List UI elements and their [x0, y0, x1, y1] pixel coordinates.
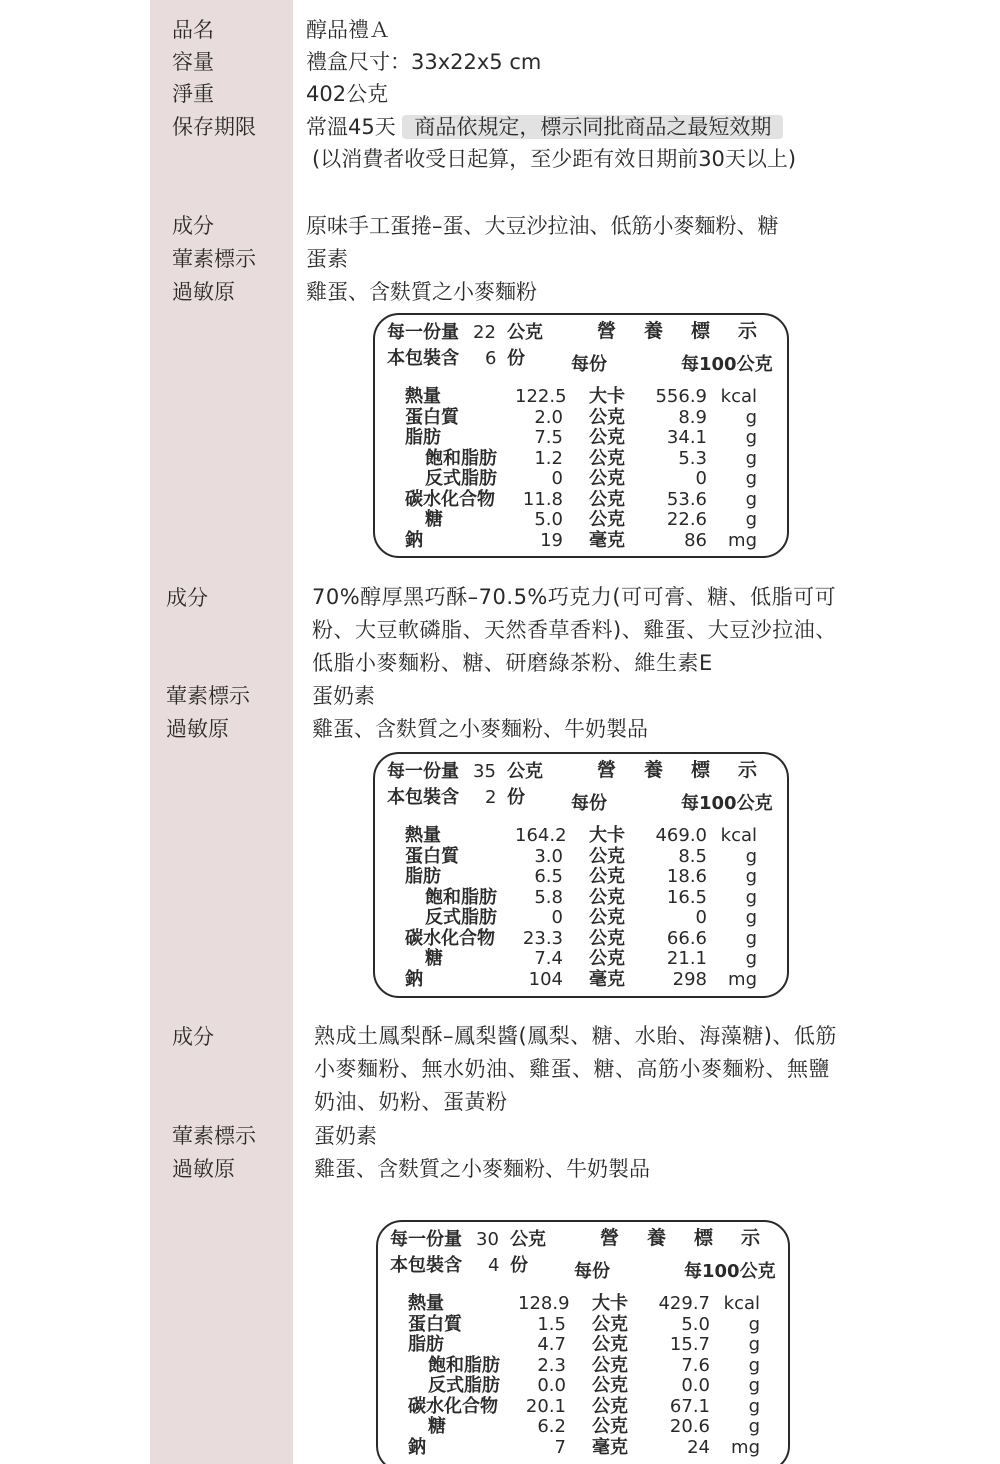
nutrient-name: 熱量 — [405, 825, 441, 846]
nutrient-unit-per-serving: 公克 — [589, 846, 625, 867]
nutrient-unit-per-serving: 公克 — [589, 907, 625, 928]
nutrient-name: 飽和脂肪 — [425, 887, 497, 908]
nutrient-value-per-100g: 298 — [672, 969, 707, 990]
nutrient-value-per-100g: 86 — [684, 530, 707, 551]
label-allergen: 過敏原 — [166, 717, 229, 741]
allergen-value: 雞蛋、含麩質之小麥麵粉 — [306, 280, 537, 304]
nutrient-value-per-serving: 7.4 — [534, 948, 563, 969]
nutrient-unit-per-serving: 公克 — [592, 1396, 628, 1417]
servings-per-package-unit: 份 — [507, 348, 525, 369]
nutrient-unit-per-100g: g — [745, 928, 757, 949]
nutrient-value-per-100g: 22.6 — [666, 509, 707, 530]
veg-value: 蛋奶素 — [312, 684, 375, 708]
nutrient-name: 脂肪 — [405, 866, 441, 887]
nutrition-title: 營養標示 — [597, 759, 786, 781]
nutrient-value-per-100g: 15.7 — [669, 1334, 710, 1355]
column-header-per-serving: 每份 — [571, 793, 607, 814]
nutrient-name: 蛋白質 — [405, 407, 459, 428]
net-weight-value: 402公克 — [306, 82, 389, 106]
nutrient-value-per-100g: 7.6 — [681, 1355, 710, 1376]
nutrient-name: 熱量 — [405, 386, 441, 407]
nutrient-value-per-serving: 6.5 — [534, 866, 563, 887]
nutrient-unit-per-100g: mg — [728, 530, 757, 551]
product-name: 醇品禮Ａ — [306, 18, 390, 42]
nutrient-unit-per-100g: g — [748, 1355, 760, 1376]
nutrient-value-per-serving: 1.5 — [537, 1314, 566, 1335]
nutrient-name: 鈉 — [405, 530, 423, 551]
nutrient-unit-per-100g: g — [745, 448, 757, 469]
nutrient-value-per-serving: 7 — [554, 1437, 566, 1458]
column-header-per-100g: 每100公克 — [684, 1261, 776, 1282]
column-header-per-100g: 每100公克 — [681, 354, 773, 375]
nutrient-value-per-100g: 556.9 — [655, 386, 707, 407]
serving-size-unit: 公克 — [510, 1229, 546, 1250]
ingredients-text: 70%醇厚黑巧酥–70.5%巧克力(可可膏、糖、低脂可可粉、大豆軟磷脂、天然香草香料)、雞蛋、大豆沙拉油、低脂小麥麵粉、糖、研磨綠茶粉、維生素E — [312, 585, 837, 675]
nutrition-title: 營養標示 — [600, 1227, 789, 1249]
label-ingredients: 成分 — [172, 1025, 214, 1049]
servings-per-package-unit: 份 — [510, 1255, 528, 1276]
label-product-name: 品名 — [172, 18, 214, 42]
nutrient-value-per-serving: 128.9 — [518, 1293, 570, 1314]
serving-size-value: 22 — [473, 322, 496, 343]
nutrient-value-per-serving: 0.0 — [537, 1375, 566, 1396]
nutrient-value-per-100g: 0.0 — [681, 1375, 710, 1396]
nutrient-name: 鈉 — [405, 969, 423, 990]
nutrient-name: 飽和脂肪 — [428, 1355, 500, 1376]
nutrient-unit-per-serving: 公克 — [589, 948, 625, 969]
nutrient-value-per-100g: 0 — [695, 468, 707, 489]
nutrient-value-per-100g: 21.1 — [666, 948, 707, 969]
nutrient-name: 熱量 — [408, 1293, 444, 1314]
nutrient-value-per-serving: 2.3 — [537, 1355, 566, 1376]
nutrient-unit-per-serving: 公克 — [592, 1416, 628, 1437]
servings-per-package-unit: 份 — [507, 787, 525, 808]
nutrient-unit-per-100g: g — [745, 509, 757, 530]
label-allergen: 過敏原 — [172, 1157, 235, 1181]
nutrient-value-per-serving: 104 — [528, 969, 563, 990]
nutrition-label — [376, 1220, 790, 1464]
ingredients-text: 原味手工蛋捲–蛋、大豆沙拉油、低筋小麥麵粉、糖 — [306, 214, 779, 238]
servings-per-package-label: 本包裝含 — [390, 1255, 462, 1276]
nutrient-value-per-100g: 18.6 — [666, 866, 707, 887]
label-capacity: 容量 — [172, 50, 214, 74]
nutrient-unit-per-serving: 公克 — [589, 887, 625, 908]
nutrient-value-per-serving: 1.2 — [534, 448, 563, 469]
serving-size-label: 每一份量 — [387, 761, 459, 782]
nutrient-name: 脂肪 — [408, 1334, 444, 1355]
nutrient-name: 反式脂肪 — [425, 907, 497, 928]
nutrient-value-per-serving: 3.0 — [534, 846, 563, 867]
nutrient-name: 反式脂肪 — [428, 1375, 500, 1396]
nutrient-name: 糖 — [425, 509, 443, 530]
nutrient-unit-per-100g: g — [745, 948, 757, 969]
nutrient-unit-per-serving: 公克 — [589, 427, 625, 448]
nutrient-value-per-100g: 24 — [687, 1437, 710, 1458]
nutrient-value-per-serving: 4.7 — [537, 1334, 566, 1355]
nutrient-value-per-serving: 5.0 — [534, 509, 563, 530]
nutrient-value-per-100g: 469.0 — [655, 825, 707, 846]
nutrient-value-per-serving: 122.5 — [515, 386, 567, 407]
nutrient-unit-per-100g: g — [745, 846, 757, 867]
nutrient-name: 反式脂肪 — [425, 468, 497, 489]
label-veg: 葷素標示 — [172, 247, 256, 271]
nutrient-unit-per-serving: 公克 — [589, 928, 625, 949]
nutrient-unit-per-serving: 公克 — [592, 1334, 628, 1355]
nutrient-name: 脂肪 — [405, 427, 441, 448]
veg-value: 蛋奶素 — [314, 1124, 377, 1148]
nutrient-value-per-100g: 8.9 — [678, 407, 707, 428]
column-header-per-serving: 每份 — [574, 1261, 610, 1282]
serving-size-label: 每一份量 — [390, 1229, 462, 1250]
nutrient-value-per-serving: 0 — [551, 468, 563, 489]
servings-per-package-label: 本包裝含 — [387, 348, 459, 369]
nutrient-value-per-serving: 23.3 — [522, 928, 563, 949]
nutrient-value-per-serving: 164.2 — [515, 825, 567, 846]
column-header-per-100g: 每100公克 — [681, 793, 773, 814]
nutrient-unit-per-serving: 毫克 — [592, 1437, 628, 1458]
nutrient-unit-per-serving: 公克 — [589, 468, 625, 489]
nutrient-unit-per-serving: 大卡 — [592, 1293, 628, 1314]
column-header-per-serving: 每份 — [571, 354, 607, 375]
veg-value: 蛋素 — [306, 247, 348, 271]
serving-size-unit: 公克 — [507, 761, 543, 782]
nutrient-name: 碳水化合物 — [405, 489, 495, 510]
servings-per-package-value: 6 — [485, 348, 497, 369]
serving-size-value: 35 — [473, 761, 496, 782]
nutrient-unit-per-100g: g — [748, 1314, 760, 1335]
nutrient-unit-per-serving: 公克 — [592, 1375, 628, 1396]
shelf-life-note-line2: (以消費者收受日起算，至少距有效日期前30天以上) — [312, 147, 797, 171]
nutrient-name: 糖 — [425, 948, 443, 969]
allergen-value: 雞蛋、含麩質之小麥麵粉、牛奶製品 — [314, 1157, 650, 1181]
nutrient-unit-per-100g: g — [745, 468, 757, 489]
nutrient-unit-per-100g: mg — [728, 969, 757, 990]
nutrient-value-per-serving: 20.1 — [525, 1396, 566, 1417]
shelf-life-value — [306, 113, 783, 141]
servings-per-package-value: 2 — [485, 787, 497, 808]
nutrient-unit-per-100g: g — [745, 866, 757, 887]
label-net-weight: 淨重 — [172, 82, 214, 106]
nutrient-unit-per-serving: 公克 — [589, 866, 625, 887]
nutrient-unit-per-100g: g — [748, 1396, 760, 1417]
nutrient-unit-per-100g: kcal — [720, 386, 757, 407]
nutrition-label — [373, 752, 789, 998]
nutrient-value-per-100g: 429.7 — [658, 1293, 710, 1314]
nutrition-title: 營養標示 — [597, 320, 786, 342]
nutrient-value-per-serving: 11.8 — [522, 489, 563, 510]
nutrient-unit-per-serving: 公克 — [589, 489, 625, 510]
nutrient-value-per-serving: 6.2 — [537, 1416, 566, 1437]
nutrient-name: 蛋白質 — [405, 846, 459, 867]
nutrient-name: 碳水化合物 — [408, 1396, 498, 1417]
nutrient-name: 飽和脂肪 — [425, 448, 497, 469]
nutrient-name: 糖 — [428, 1416, 446, 1437]
nutrient-name: 碳水化合物 — [405, 928, 495, 949]
nutrient-unit-per-100g: g — [745, 907, 757, 928]
nutrient-unit-per-100g: g — [745, 489, 757, 510]
nutrient-unit-per-100g: g — [748, 1416, 760, 1437]
nutrient-unit-per-100g: g — [748, 1334, 760, 1355]
nutrient-value-per-100g: 5.0 — [681, 1314, 710, 1335]
label-allergen: 過敏原 — [172, 280, 235, 304]
nutrient-unit-per-100g: kcal — [723, 1293, 760, 1314]
serving-size-label: 每一份量 — [387, 322, 459, 343]
nutrient-unit-per-serving: 公克 — [589, 509, 625, 530]
servings-per-package-label: 本包裝含 — [387, 787, 459, 808]
label-ingredients: 成分 — [172, 214, 214, 238]
shelf-life-note: 商品依規定，標示同批商品之最短效期 — [402, 115, 783, 139]
nutrient-unit-per-100g: mg — [731, 1437, 760, 1458]
nutrient-value-per-100g: 34.1 — [666, 427, 707, 448]
nutrient-value-per-serving: 19 — [540, 530, 563, 551]
nutrient-value-per-100g: 5.3 — [678, 448, 707, 469]
nutrient-unit-per-serving: 大卡 — [589, 825, 625, 846]
nutrient-unit-per-100g: g — [745, 427, 757, 448]
serving-size-value: 30 — [476, 1229, 499, 1250]
nutrient-unit-per-serving: 大卡 — [589, 386, 625, 407]
servings-per-package-value: 4 — [488, 1255, 500, 1276]
nutrient-value-per-serving: 7.5 — [534, 427, 563, 448]
nutrient-unit-per-serving: 公克 — [589, 407, 625, 428]
nutrient-value-per-100g: 16.5 — [666, 887, 707, 908]
nutrient-unit-per-serving: 毫克 — [589, 969, 625, 990]
nutrient-unit-per-100g: g — [748, 1375, 760, 1396]
label-ingredients: 成分 — [166, 586, 208, 610]
capacity-value: 禮盒尺寸：33x22x5 cm — [306, 50, 542, 74]
nutrient-unit-per-serving: 公克 — [589, 448, 625, 469]
nutrient-name: 蛋白質 — [408, 1314, 462, 1335]
label-veg: 葷素標示 — [172, 1124, 256, 1148]
nutrient-unit-per-serving: 毫克 — [589, 530, 625, 551]
allergen-value: 雞蛋、含麩質之小麥麵粉、牛奶製品 — [312, 717, 648, 741]
nutrient-value-per-serving: 0 — [551, 907, 563, 928]
ingredients-text: 熟成土鳳梨酥–鳳梨醬(鳳梨、糖、水貽、海藻糖)、低筋小麥麵粉、無水奶油、雞蛋、糖、高筋小麥麵粉、無鹽奶油、奶粉、蛋黃粉 — [314, 1024, 837, 1114]
nutrient-name: 鈉 — [408, 1437, 426, 1458]
nutrient-value-per-serving: 5.8 — [534, 887, 563, 908]
nutrient-value-per-100g: 8.5 — [678, 846, 707, 867]
nutrient-value-per-100g: 53.6 — [666, 489, 707, 510]
nutrient-value-per-100g: 0 — [695, 907, 707, 928]
label-veg: 葷素標示 — [166, 684, 250, 708]
nutrition-label — [373, 313, 789, 558]
nutrient-value-per-100g: 20.6 — [669, 1416, 710, 1437]
label-shelf-life: 保存期限 — [172, 115, 256, 139]
nutrient-unit-per-100g: kcal — [720, 825, 757, 846]
nutrient-value-per-serving: 2.0 — [534, 407, 563, 428]
nutrient-unit-per-100g: g — [745, 887, 757, 908]
serving-size-unit: 公克 — [507, 322, 543, 343]
nutrient-unit-per-100g: g — [745, 407, 757, 428]
nutrient-value-per-100g: 67.1 — [669, 1396, 710, 1417]
nutrient-value-per-100g: 66.6 — [666, 928, 707, 949]
nutrient-unit-per-serving: 公克 — [592, 1355, 628, 1376]
shelf-life-days: 常溫45天 — [306, 115, 396, 139]
nutrient-unit-per-serving: 公克 — [592, 1314, 628, 1335]
